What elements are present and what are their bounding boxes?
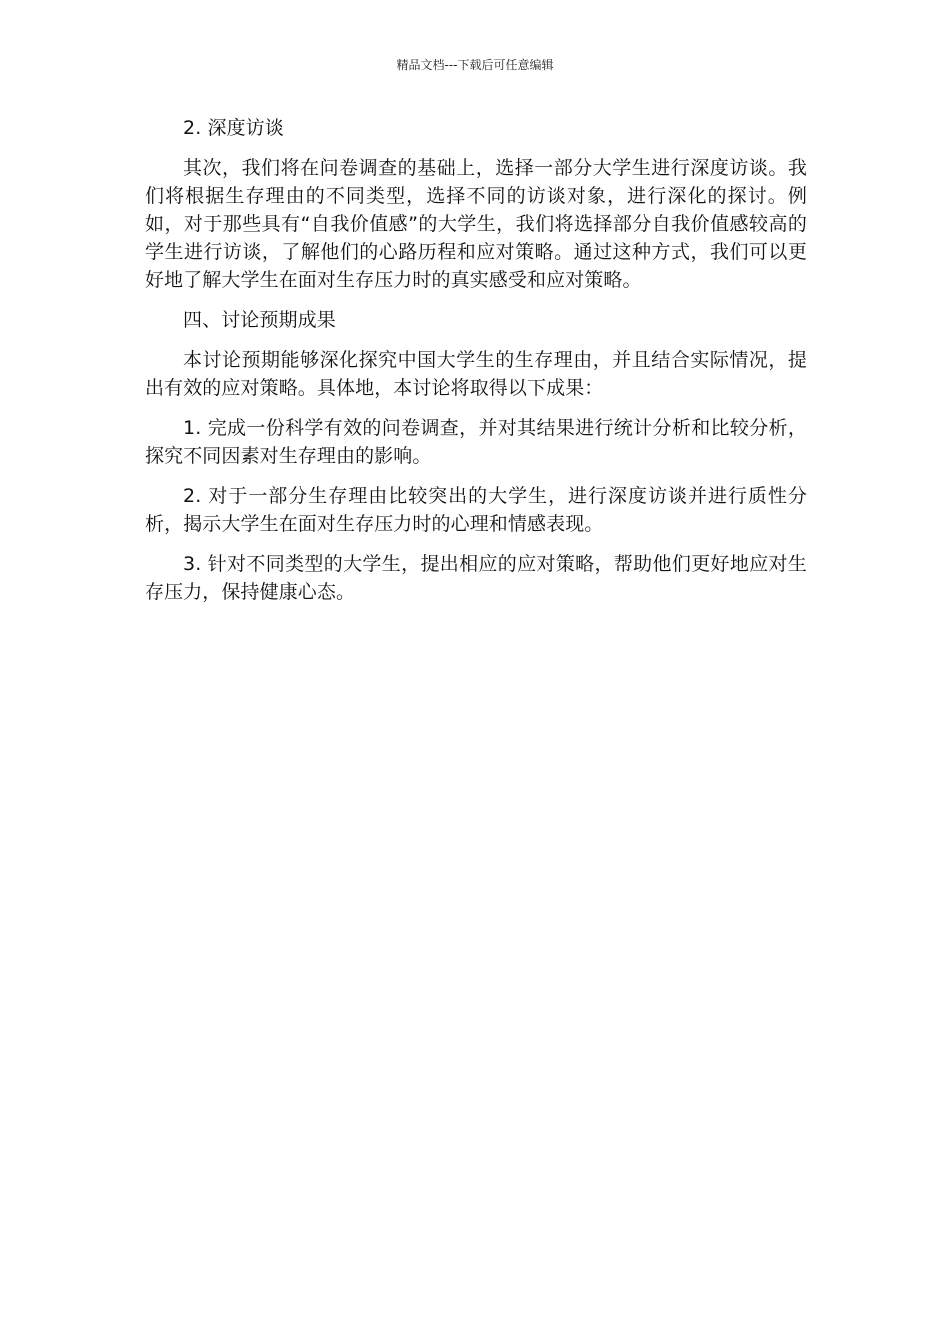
subsection-heading-depth-interview: 2. 深度访谈 [183,117,284,139]
document-body [145,114,807,618]
list-item-outcome-3: 3. 针对不同类型的大学生，提出相应的应对策略，帮助他们更好地应对生存压力，保持健康心态。 [145,553,807,603]
list-item-outcome-1: 1. 完成一份科学有效的问卷调查，并对其结果进行统计分析和比较分析，探究不同因素对生存理由的影响。 [145,417,807,467]
paragraph-outcomes-intro: 本讨论预期能够深化探究中国大学生的生存理由，并且结合实际情况，提出有效的应对策略。具体地，本讨论将取得以下成果： [145,349,807,399]
list-item-outcome-2: 2. 对于一部分生存理由比较突出的大学生，进行深度访谈并进行质性分析，揭示大学生在面对生存压力时的心理和情感表现。 [145,485,807,535]
page-header-watermark: 精品文档---下载后可任意编辑 [396,58,554,72]
paragraph-interview-method: 其次，我们将在问卷调查的基础上，选择一部分大学生进行深度访谈。我们将根据生存理由的不同类型，选择不同的访谈对象，进行深化的探讨。例如，对于那些具有“自我价值感”的大学生，我们将选择部分自我价值感较高的学生进行访谈，了解他们的心路历程和应对策略。通过这种方式，我们可以更好地了解大学生在面对生存压力时的真实感受和应对策略。 [145,157,807,291]
section-heading-expected-outcomes: 四、讨论预期成果 [183,309,336,331]
